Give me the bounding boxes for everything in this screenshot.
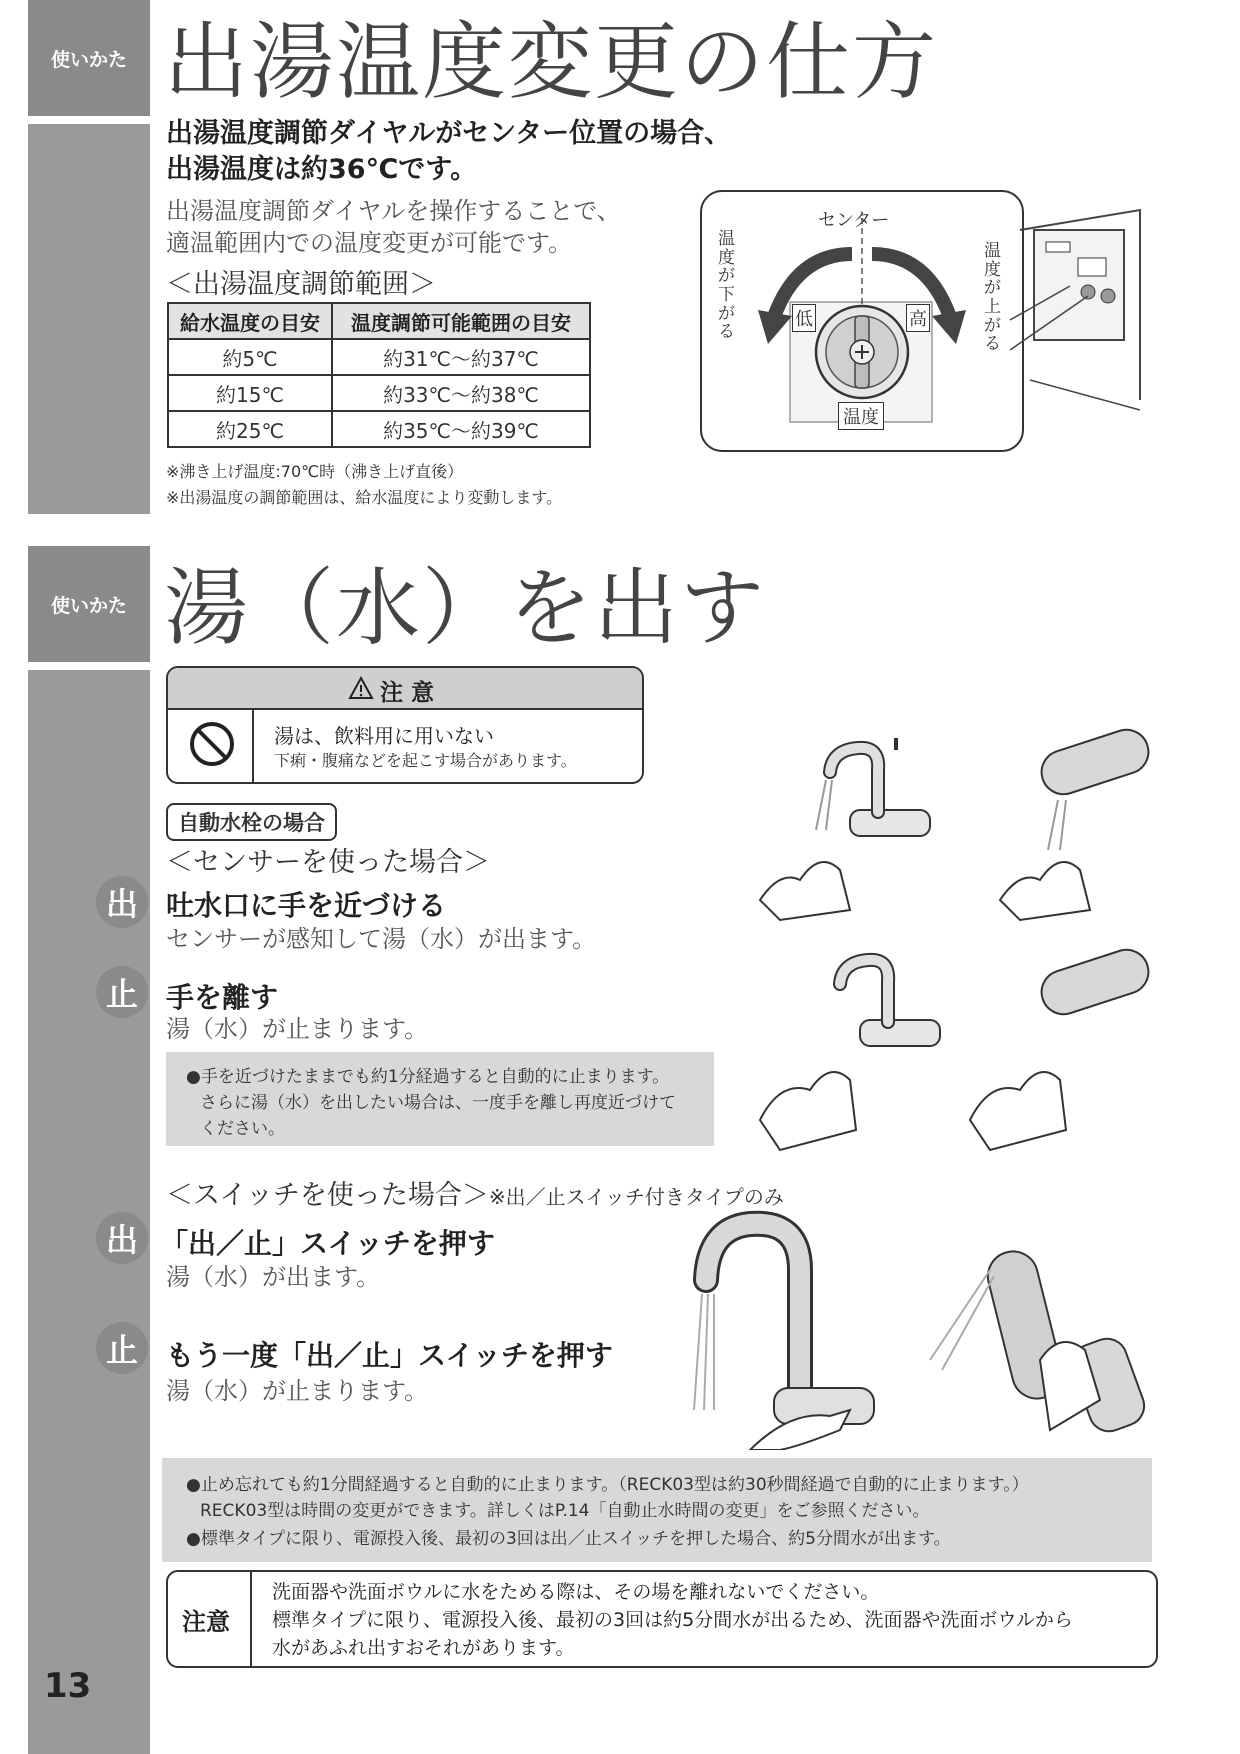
sidebar-bar-bottom xyxy=(28,546,150,1754)
final-caution-label: 注意 xyxy=(182,1608,230,1636)
faucet-sensor-illustrations xyxy=(740,720,1160,1160)
step3-desc: 湯（水）が出ます。 xyxy=(166,1263,381,1291)
sensor-note-line2: さらに湯（水）を出したい場合は、一度手を離し再度近づけて xyxy=(200,1093,676,1113)
temperature-range-table xyxy=(167,302,591,448)
step4-desc: 湯（水）が止まります。 xyxy=(166,1377,429,1405)
badge-out-1: 出 xyxy=(96,876,148,928)
sensor-heading: ＜センサーを使った場合＞ xyxy=(166,847,490,878)
section1-note2: ※出湯温度の調節範囲は、給水温度により変動します。 xyxy=(166,488,563,507)
unit-illustration xyxy=(1010,200,1160,420)
section1-title: 出湯温度変更の仕方 xyxy=(164,13,939,111)
switch-heading-text: ＜スイッチを使った場合＞ xyxy=(166,1180,489,1211)
sensor-note-text1: 手を近づけたままでも約1分経過すると自動的に止まります。 xyxy=(200,1067,670,1087)
final-caution-box xyxy=(166,1570,1158,1668)
switch-heading-note: ※出／止スイッチ付きタイプのみ xyxy=(488,1185,784,1209)
step4-title: もう一度「出／止」スイッチを押す xyxy=(166,1339,613,1372)
switch-note-text1: 止め忘れても約1分間経過すると自動的に止まります。（RECK03型は約30秒間経過で自動的に止まります。） xyxy=(200,1475,1029,1495)
sensor-note-line3: ください。 xyxy=(200,1119,285,1139)
step1-desc: センサーが感知して湯（水）が出ます。 xyxy=(166,925,597,953)
caution-title: 注 意 xyxy=(380,680,435,706)
auto-faucet-label: 自動水栓の場合 xyxy=(166,803,337,841)
section1-desc-line1: 出湯温度調節ダイヤルを操作することで、 xyxy=(166,197,621,225)
sensor-note-line1: ●手を近づけたままでも約1分経過すると自動的に止まります。 xyxy=(186,1067,670,1087)
table-header-supply: 給水温度の目安 xyxy=(168,303,332,339)
badge-stop-1: 止 xyxy=(96,966,148,1018)
badge-stop-2: 止 xyxy=(96,1322,148,1374)
dial-right-label: 温度が上がる xyxy=(984,241,1001,355)
faucet-switch-illustrations xyxy=(680,1210,1150,1450)
switch-note-text3: 標準タイプに限り、電源投入後、最初の3回は出／止スイッチを押した場合、約5分間水が出ます。 xyxy=(200,1529,951,1549)
table-cell: 約25℃ xyxy=(168,411,332,447)
table-header-range: 温度調節可能範囲の目安 xyxy=(332,303,590,339)
caution-divider xyxy=(252,708,254,782)
section1-subtitle-line1: 出湯温度調節ダイヤルがセンター位置の場合、 xyxy=(166,118,732,149)
sidebar-tab-usage-1: 使いかた xyxy=(28,0,150,116)
dial-left-label: 温度が下がる xyxy=(718,229,735,343)
table-cell: 約35℃～約39℃ xyxy=(332,411,590,447)
step1-title: 吐水口に手を近づける xyxy=(166,889,447,922)
table-cell: 約33℃～約38℃ xyxy=(332,375,590,411)
step2-title: 手を離す xyxy=(166,981,279,1014)
switch-heading xyxy=(166,1173,784,1212)
caution-box xyxy=(166,666,644,784)
section2-title: 湯（水）を出す xyxy=(164,559,767,657)
prohibited-icon xyxy=(188,720,236,772)
dial-center-label: センター xyxy=(818,210,890,231)
table-cell: 約5℃ xyxy=(168,339,332,375)
section1-subtitle-line2: 出湯温度は約36℃です。 xyxy=(166,154,478,185)
sidebar-divider-2 xyxy=(28,662,150,670)
section1-desc-line2: 適温範囲内での温度変更が可能です。 xyxy=(166,229,573,257)
final-caution-line1: 洗面器や洗面ボウルに水をためる際は、その場を離れないでください。 xyxy=(272,1581,880,1603)
step2-desc: 湯（水）が止まります。 xyxy=(166,1015,429,1043)
final-caution-line2: 標準タイプに限り、電源投入後、最初の3回は約5分間水が出るため、洗面器や洗面ボウルから xyxy=(272,1609,1073,1631)
dial-name-label: 温度 xyxy=(838,402,884,430)
dial-high-label: 高 xyxy=(906,304,930,332)
section1-note1: ※沸き上げ温度:70℃時（沸き上げ直後） xyxy=(166,462,464,481)
table-row xyxy=(168,339,590,375)
warning-triangle-icon xyxy=(348,676,374,704)
table-cell: 約31℃～約37℃ xyxy=(332,339,590,375)
dial-illustration xyxy=(700,190,1024,452)
table-row xyxy=(168,411,590,447)
sensor-note-box xyxy=(166,1052,714,1146)
table-cell: 約15℃ xyxy=(168,375,332,411)
page-number: 13 xyxy=(44,1666,92,1706)
table-header-row xyxy=(168,303,590,339)
caution-sub-text: 下痢・腹痛などを起こす場合があります。 xyxy=(274,751,577,770)
range-heading: ＜出湯温度調節範囲＞ xyxy=(166,269,436,300)
switch-note-line2: RECK03型は時間の変更ができます。詳しくはP.14「自動止水時間の変更」をご参照ください。 xyxy=(200,1501,930,1521)
dial-low-label: 低 xyxy=(792,304,816,332)
final-caution-divider xyxy=(250,1572,252,1666)
caution-main-text: 湯は、飲料用に用いない xyxy=(274,724,494,748)
switch-note-box xyxy=(162,1458,1152,1562)
step3-title: 「出／止」スイッチを押す xyxy=(160,1227,495,1260)
final-caution-line3: 水があふれ出すおそれがあります。 xyxy=(272,1637,575,1659)
switch-note-line1: ●止め忘れても約1分間経過すると自動的に止まります。（RECK03型は約30秒間経過で自動的に止まります。） xyxy=(186,1475,1029,1495)
switch-note-line3: ●標準タイプに限り、電源投入後、最初の3回は出／止スイッチを押した場合、約5分間水が出ます。 xyxy=(186,1529,951,1549)
sidebar-divider-1 xyxy=(28,116,150,124)
table-row xyxy=(168,375,590,411)
sidebar-tab-usage-2: 使いかた xyxy=(28,546,150,662)
badge-out-2: 出 xyxy=(96,1212,148,1264)
